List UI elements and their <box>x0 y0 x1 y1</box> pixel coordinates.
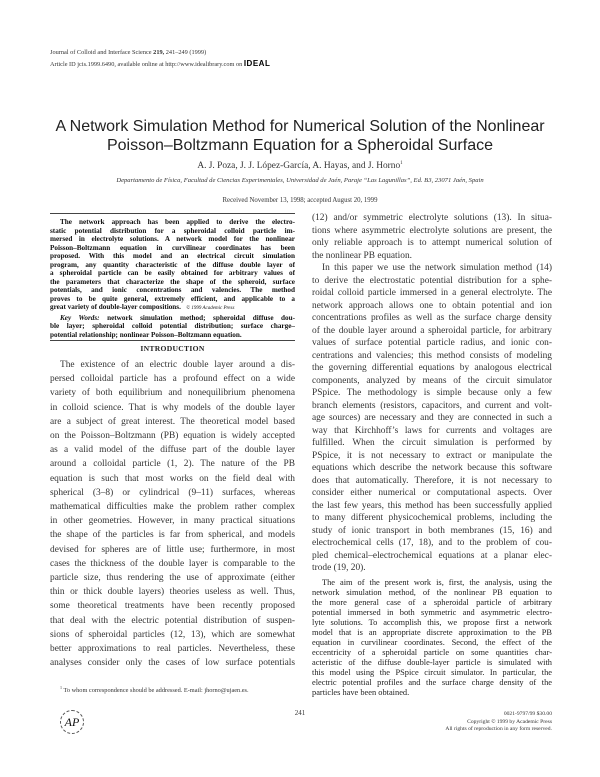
text-line: persed colloidal particle has a profound effect on a wide <box>50 374 295 385</box>
text-line: ble layer; spheroidal colloid potential distribution; surface charge– <box>50 322 295 330</box>
text-line: study of ionic transport in both membranes (15, 16) and <box>312 525 552 536</box>
title-line: Poisson–Boltzmann Equation for a Spheroidal Surface <box>106 137 493 154</box>
text-line <box>50 314 295 323</box>
text-line: consider either numerical or computational aspects. Over <box>312 488 552 498</box>
logo-text: AP <box>64 715 80 729</box>
rights-line: All rights of reproduction in any form reserved. <box>445 726 552 732</box>
introduction-left-column <box>50 358 295 670</box>
text-line: lyte solutions. To accomplish this, we propose first a network <box>312 618 552 627</box>
abstract <box>50 218 295 339</box>
introduction-right-column <box>312 212 552 575</box>
text-line: spherical (3–8) or cylindrical (9–11) surfaces, whereas <box>50 487 295 498</box>
text-line: electric potential profiles and the surface charge density of the <box>312 678 552 687</box>
abstract-copyright: © 1999 Academic Press <box>186 306 235 311</box>
text-line: to many different physicochemical problems, including the <box>312 513 552 523</box>
abstract-bottom-rule <box>50 340 295 341</box>
footnote-text: To whom correspondence should be addressed. E-mail: jhorno@ujaen.es. <box>63 687 249 694</box>
text-line: the parameters that characterize the shape of the spheroid, surface <box>50 277 295 286</box>
text-line: devised for spheres are of little use; furthermore, in most <box>50 544 295 555</box>
text-line: centrations and valencies; this method consists of modeling <box>312 350 552 361</box>
footnote <box>60 684 249 695</box>
ideal-logo: IDEAL <box>243 59 271 68</box>
text-line: model that is an appropriate discrete approximation to the PB <box>312 628 552 637</box>
text-line: The aim of the present work is, first, the analysis, using the <box>322 578 552 587</box>
text-line: does that automatically. Therefore, it is not necessary to <box>312 475 552 486</box>
issn-price: 0021-9797/99 $30.00 <box>503 711 552 717</box>
abstract-top-rule <box>50 213 295 214</box>
text-line: potentials, and ionic concentrations and valencies. The method <box>50 286 295 294</box>
text-line: proposed. With this model and an electrical circuit simulation <box>50 252 295 260</box>
text-line: branch elements (resistors, capacitors, and current and volt- <box>312 400 552 411</box>
authors <box>0 160 600 172</box>
text-line: on the Poisson–Boltzmann (PB) equation is widely accepted <box>50 431 295 442</box>
text-line: mathematical difficulties make the problem rather complex <box>50 502 295 513</box>
text-line: some theoretical treatments have been recently proposed <box>50 601 295 612</box>
text-line: the governing differential equations by analogous electrical <box>312 363 552 373</box>
text-line: in other geometries. However, in many practical situations <box>50 516 295 527</box>
text-line: the shape of the particles is far from spherical, and models <box>50 530 295 541</box>
text-line: as a valid model of the diffuse part of the double layer <box>50 445 295 456</box>
text-line: in colloid science. That is why models of the double layer <box>50 402 295 413</box>
text-line: pled chemical–electrochemical equations at a planar elec- <box>312 550 552 561</box>
text-line: equation is such that most works on the field deal with <box>50 473 295 484</box>
text-line: way that Kirchhoff’s laws for currents and voltages are <box>312 425 552 436</box>
footnote-mark: 1 <box>60 684 62 690</box>
text-line: particle size, thus rendering the use of approximate (either <box>50 573 295 584</box>
journal-volume: 219, <box>153 49 165 56</box>
article-id-line <box>50 60 270 69</box>
affiliation: Departamento de Física, Facultad de Ciencias Experimentales, Universidad de Jaén, Paraje “Las Lagunillas”, Ed. B3, 23071 Jaén, Spain <box>116 177 484 184</box>
text-line: mersed in electrolyte solutions. A network model for the nonlinear <box>50 235 295 243</box>
text-line: cases the thickness of the double layer is comparable to the <box>50 558 295 569</box>
text-line: components, analyzed by means of the circuit simulator <box>312 375 552 386</box>
text-line: trode (19, 20). <box>312 563 366 573</box>
text-line: program, any quantity characteristic of the diffuse double layer of <box>50 260 295 269</box>
text-line: acteristic of the diffuse double-layer particle is simulated with <box>312 658 552 667</box>
text-line: tions where asymmetric electrolyte solutions are present, the <box>312 225 552 236</box>
copyright-block <box>445 711 552 734</box>
text-line <box>50 303 295 314</box>
text-line: particles have been obtained. <box>312 688 410 697</box>
text-line: eccentricity of a spheroidal particle on some quantities char- <box>312 648 552 657</box>
journal-name: Journal of Colloid and Interface Science <box>50 49 152 56</box>
text-line: network approach allows one to obtain potential and ion <box>312 300 552 311</box>
text-line: sions of spheroidal particles (12, 13), which are somewhat <box>50 629 295 640</box>
text-line: variety of both equilibrium and nonequilibrium phenomena <box>50 388 295 399</box>
text-line: a spheroidal particle can be easily obtained for arbitrary values of <box>50 269 295 277</box>
introduction-final-paragraph <box>312 578 552 698</box>
text-line: values of surface potential particle radius, and ionic con- <box>312 338 552 348</box>
text-line: only reliable approach is to attempt numerical solution of <box>312 238 552 248</box>
text-line: roidal colloid particle immersed in a general electrolyte. The <box>312 288 552 298</box>
footnote-mark: 1 <box>400 160 403 166</box>
line-text: great variety of double-layer compositions. <box>50 303 181 311</box>
text-line: concentrations profiles as well as the surface charge density <box>312 313 552 323</box>
page-number: 241 <box>294 709 306 717</box>
author-list: A. J. Poza, J. J. López-García, A. Hayas, and J. Horno <box>197 161 401 171</box>
text-line: the last few years, this method has been successfully applied <box>312 500 552 511</box>
text-line: are a subject of great interest. The theoretical model based <box>50 416 295 427</box>
text-line: Poisson–Boltzmann equation in curvilinear coordinates has been <box>50 243 295 252</box>
text-line: PSpice, it is not necessary to extract or manipulate the <box>312 450 552 461</box>
text-line: In this paper we use the network simulation method (14) <box>322 263 552 273</box>
title-line: A Network Simulation Method for Numerical Solution of the Nonlinear <box>55 118 545 135</box>
text-line: proves to be quite general, extremely efficient, and applicable to a <box>50 294 295 303</box>
text-line: the nonlinear PB equation. <box>312 250 412 261</box>
article-id: Article ID jcis.1999.6490, available online at http://www.idealibrary.com on <box>50 61 243 68</box>
text-line: that deal with the electric potential distribution of suspen- <box>50 615 295 626</box>
text-line: better approximations to real particles. Nevertheless, these <box>50 644 295 655</box>
journal-citation <box>50 49 206 57</box>
text-line: equation in curvilinear coordinates. Second, the effect of the <box>312 638 552 647</box>
text-line: of the double layer around a spheroidal particle, for arbitrary <box>312 325 552 336</box>
text-line: this model using the PSpice circuit simulator. In particular, the <box>312 668 552 677</box>
text-line: network simulation method, of the nonlinear PB equation to <box>312 588 552 597</box>
text-line: (12) and/or symmetric electrolyte solutions (13). In situa- <box>312 213 552 223</box>
section-heading-introduction: INTRODUCTION <box>140 344 205 353</box>
text-line: equations which describe the network because this software <box>312 463 552 473</box>
keywords-text: network simulation method; spheroidal diffuse dou- <box>107 313 295 322</box>
text-line: fulfilled. When the circuit simulation is performed by <box>312 438 552 448</box>
text-line: the more general case of a spheroidal particle of arbitrary <box>312 598 552 607</box>
received-date: Received November 13, 1998; accepted August 20, 1999 <box>222 197 378 204</box>
text-line: to derive the electrostatic potential distribution for a sphe- <box>312 275 552 286</box>
text-line: The existence of an electric double layer around a dis- <box>60 360 295 370</box>
journal-pages: 241–249 (1999) <box>165 49 207 56</box>
text-line: potential immersed in both symmetric and asymmetric electro- <box>312 608 552 617</box>
text-line: age sources) are necessary and they are connected in such a <box>312 413 552 423</box>
paper-title <box>0 117 600 155</box>
copyright-line: Copyright © 1999 by Academic Press <box>467 718 552 725</box>
text-line: around a colloidal particle (1, 2). The nature of the PB <box>50 459 295 470</box>
keywords-label: Key Words: <box>60 313 100 322</box>
text-line: PSpice. The methodology is simple because only a few <box>312 388 552 398</box>
text-line: potential relationship; nonlinear Poisson–Boltzmann equation. <box>50 330 242 339</box>
text-line: thin or thick double layers) theories useless as well. Thus, <box>50 587 295 598</box>
text-line: electrochemical cells (17, 18), and to the problem of cou- <box>312 538 552 548</box>
text-line: analyses consider only the cases of low surface potentials <box>50 658 295 669</box>
text-line: The network approach has been applied to derive the electro- <box>60 218 295 226</box>
text-line: static potential distribution for a spheroidal colloid particle im- <box>50 226 295 235</box>
